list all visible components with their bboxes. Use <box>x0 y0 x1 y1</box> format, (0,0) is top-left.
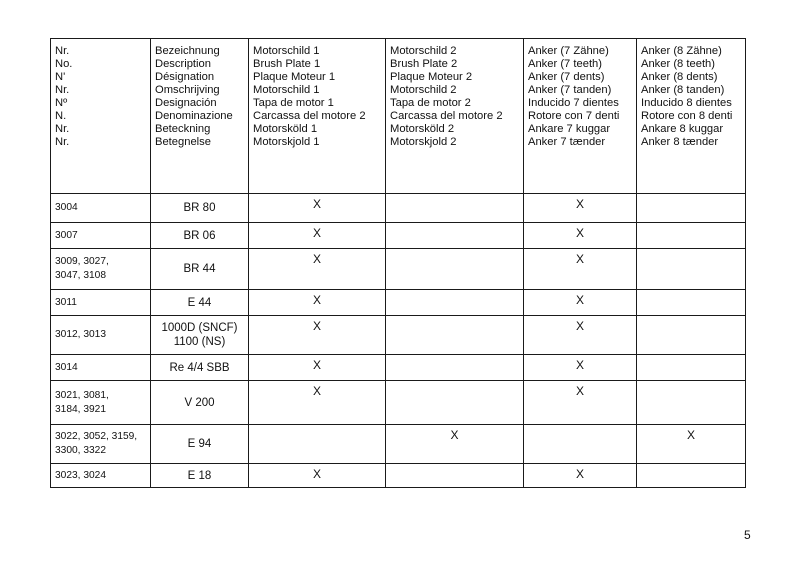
designation-cell <box>151 355 249 381</box>
part-mark-cell <box>386 355 524 381</box>
header-cell-designation: Bezeichnung Description Désignation Omschrijving Designación Denominazione Beteckning Betegnelse <box>151 39 249 194</box>
table-row <box>51 290 746 316</box>
item-number-cell <box>51 355 151 381</box>
designation-cell <box>151 425 249 464</box>
table-row <box>51 249 746 290</box>
item-number: 3021, 3081, <box>55 389 109 401</box>
item-number: 3009, 3027, <box>55 256 109 267</box>
part-mark-cell <box>637 464 746 488</box>
designation-cell <box>151 223 249 249</box>
page-number: 5 <box>744 528 751 542</box>
designation: E 94 <box>187 438 212 450</box>
item-number-cell <box>51 425 151 464</box>
designation: 1000D (SNCF) <box>161 322 238 334</box>
item-number-cell <box>51 464 151 488</box>
part-mark-cell <box>637 316 746 355</box>
header-cell-brush-plate-1: Motorschild 1 Brush Plate 1 Plaque Moteur 1 Motorschild 1 Tapa de motor 1 Carcassa del motore 2 Motorsköld 1 Motorskjold 1 <box>249 39 386 194</box>
item-number: 3184, 3921 <box>55 403 106 415</box>
table-row <box>51 355 746 381</box>
header-cell-anker-8: Anker (8 Zähne) Anker (8 teeth) Anker (8 dents) Anker (8 tanden) Inducido 8 dientes Rotore con 8 denti Ankare 8 kuggar Anker 8 tænder <box>637 39 746 194</box>
table-body <box>51 39 746 488</box>
part-mark-cell: X <box>524 464 637 488</box>
part-mark-cell: X <box>249 381 386 425</box>
part-mark-cell <box>386 290 524 316</box>
item-number: 3004 <box>55 202 78 213</box>
item-number-cell <box>51 249 151 290</box>
header-cell-nr: Nr. No. N' Nr. Nº N. Nr. Nr. <box>51 39 151 194</box>
item-number: 3007 <box>55 229 78 241</box>
part-mark-cell: X <box>524 249 637 290</box>
part-mark-cell <box>524 425 637 464</box>
designation: BR 80 <box>183 202 216 214</box>
part-mark-cell: X <box>249 194 386 223</box>
header-cell-brush-plate-2: Motorschild 2 Brush Plate 2 Plaque Moteur 2 Motorschild 2 Tapa de motor 2 Carcassa del motore 2 Motorsköld 2 Motorskjold 2 <box>386 39 524 194</box>
item-number-cell <box>51 194 151 223</box>
designation-cell <box>151 249 249 290</box>
parts-table <box>50 38 746 488</box>
table-row <box>51 223 746 249</box>
designation: E 44 <box>187 296 212 309</box>
part-mark-cell: X <box>249 316 386 355</box>
designation-cell <box>151 381 249 425</box>
item-number-cell <box>51 290 151 316</box>
table-row <box>51 464 746 488</box>
item-number: 3014 <box>55 361 78 373</box>
designation: V 200 <box>184 396 215 409</box>
item-number: 3011 <box>55 296 77 308</box>
part-mark-cell: X <box>524 223 637 249</box>
part-mark-cell <box>637 223 746 249</box>
part-mark-cell: X <box>524 355 637 381</box>
part-mark-cell <box>386 194 524 223</box>
part-mark-cell <box>637 290 746 316</box>
part-mark-cell <box>637 381 746 425</box>
table-row <box>51 316 746 355</box>
designation: Re 4/4 SBB <box>169 361 230 374</box>
designation: BR 44 <box>183 263 216 275</box>
header-cell-anker-7: Anker (7 Zähne) Anker (7 teeth) Anker (7 dents) Anker (7 tanden) Inducido 7 dientes Rotore con 7 denti Ankare 7 kuggar Anker 7 tænder <box>524 39 637 194</box>
table-row <box>51 194 746 223</box>
header-row <box>51 39 746 194</box>
part-mark-cell <box>637 355 746 381</box>
designation-cell <box>151 290 249 316</box>
designation: 1100 (NS) <box>173 336 226 348</box>
designation: BR 06 <box>183 229 216 242</box>
part-mark-cell <box>386 223 524 249</box>
part-mark-cell: X <box>524 316 637 355</box>
part-mark-cell <box>386 249 524 290</box>
part-mark-cell <box>386 464 524 488</box>
part-mark-cell: X <box>637 425 746 464</box>
part-mark-cell <box>386 381 524 425</box>
part-mark-cell: X <box>386 425 524 464</box>
part-mark-cell: X <box>524 194 637 223</box>
designation-cell <box>151 194 249 223</box>
item-number: 3300, 3322 <box>55 445 106 456</box>
part-mark-cell <box>249 425 386 464</box>
part-mark-cell: X <box>249 355 386 381</box>
item-number: 3022, 3052, 3159, <box>55 431 138 442</box>
part-mark-cell: X <box>249 249 386 290</box>
item-number-cell <box>51 316 151 355</box>
table-row <box>51 425 746 464</box>
part-mark-cell <box>637 249 746 290</box>
designation: E 18 <box>187 469 212 482</box>
part-mark-cell <box>386 316 524 355</box>
part-mark-cell: X <box>249 223 386 249</box>
designation-cell <box>151 464 249 488</box>
item-number: 3047, 3108 <box>55 270 106 281</box>
item-number: 3012, 3013 <box>55 329 106 340</box>
part-mark-cell: X <box>524 290 637 316</box>
part-mark-cell: X <box>249 464 386 488</box>
item-number-cell <box>51 381 151 425</box>
part-mark-cell: X <box>249 290 386 316</box>
part-mark-cell: X <box>524 381 637 425</box>
designation-cell <box>151 316 249 355</box>
item-number-cell <box>51 223 151 249</box>
item-number: 3023, 3024 <box>55 469 106 481</box>
part-mark-cell <box>637 194 746 223</box>
table-row <box>51 381 746 425</box>
